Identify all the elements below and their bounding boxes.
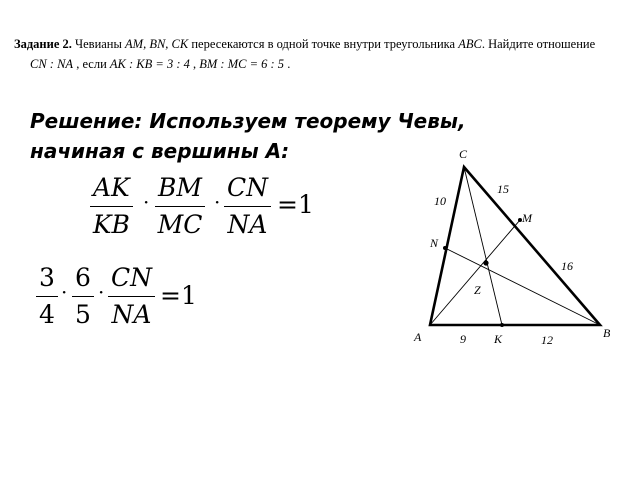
length-ak: 9 [460,332,466,346]
problem-line-1: Задание 2. Чевианы AM, BN, CK пересекаются в одной точке внутри треугольника ABC. Найдите отношение [14,37,596,51]
fraction-3-4: $\frac{3}{4}$ [36,262,58,331]
length-mb: 16 [561,259,573,273]
multiply-dot: · [98,280,105,304]
fraction-bm-mc: $\frac{BM}{MC}$ [155,172,205,241]
solution-line-2: начиная с вершины А: [30,139,290,163]
label-a: A [414,330,422,344]
label-b: B [603,326,611,340]
fraction-cn-na: $\frac{CN}{NA}$ [224,172,271,241]
length-cm: 15 [497,182,509,196]
label-m: M [522,211,532,225]
fraction-6-5: $\frac{6}{5}$ [72,262,94,331]
equals-one: =1 [277,190,314,219]
task-label: Задание 2. [14,37,72,51]
label-z: Z [474,283,481,297]
multiply-dot: · [61,280,68,304]
cevians-names: AM, BN, CK [125,37,189,51]
given-ratio-1: AK : KB = 3 : 4 [109,57,190,71]
cevian-bn [445,248,600,325]
equals-one-2: =1 [160,281,197,310]
fraction-ak-kb: $\frac{AK}{KB}$ [90,172,133,241]
given-ratio-2: BM : MC = 6 : 5 [199,57,285,71]
problem-line-2: CN : NA , если AK : KB = 3 : 4 , BM : MC = 6 : 5 . [30,57,291,71]
triangle-abc [430,167,600,325]
point-n [443,246,447,250]
label-n: N [430,236,439,250]
point-k [500,323,504,327]
asked-ratio: CN : NA [30,57,74,71]
solution-line-1: Решение: Используем теорему Чевы, [30,109,466,133]
label-k: K [494,332,503,346]
label-c: C [459,147,468,161]
length-an: 10 [434,194,446,208]
point-z [483,260,488,265]
triangle-name: ABC [458,37,482,51]
multiply-dot: · [143,190,150,214]
fraction-cn-na-2: $\frac{CN}{NA}$ [108,262,155,331]
multiply-dot: · [214,190,221,214]
cevian-am [430,220,520,325]
length-kb: 12 [541,333,553,347]
